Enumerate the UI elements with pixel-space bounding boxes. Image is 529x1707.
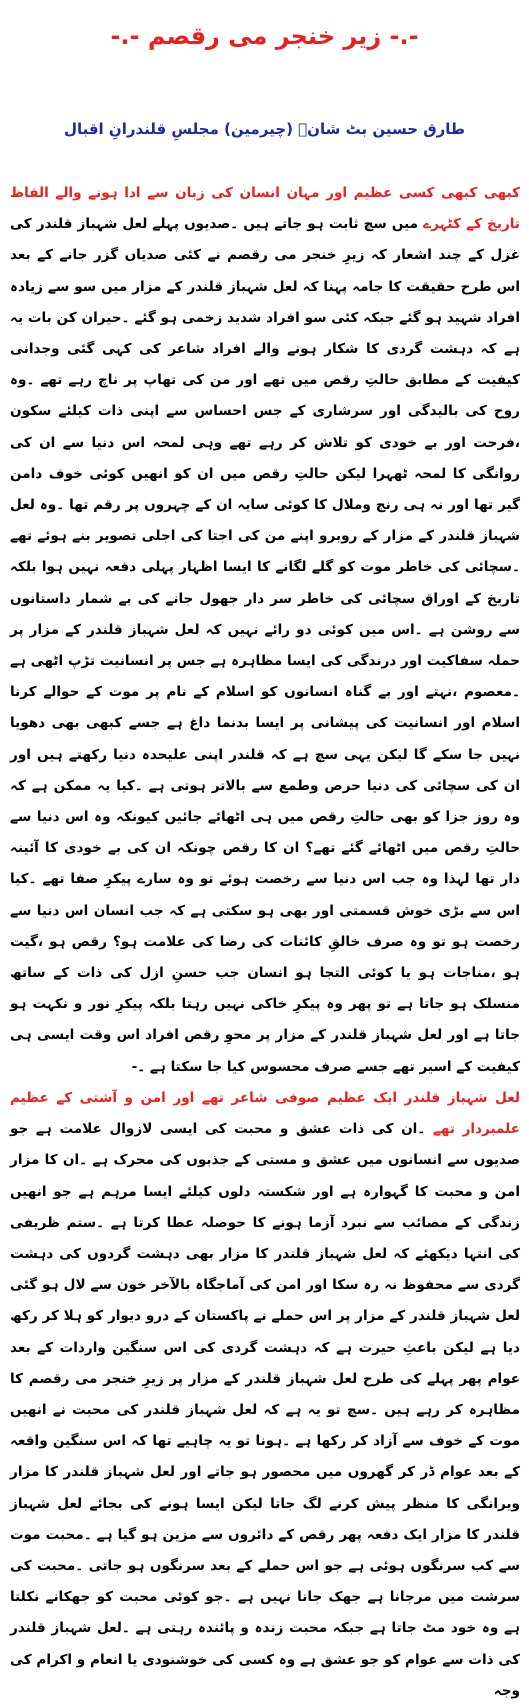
paragraph-2-lead: لعل شہباز قلندر ایک عظیم صوفی شاعر تھے اور امن و آشتی کے عظیم علمبردار تھے [10, 1089, 520, 1138]
article-title: -.- زیر خنجر می رقصم -.- [110, 22, 419, 50]
paragraph-2-text: ۔ان کی ذات عشق و محبت کی ایسی لازوال علامت ہے جو صدیوں سے انسانوں میں عشق و مستی کے جذبوں کی محرک ہے ۔ان کا مزار امن و محبت کا گہوارہ ہے اور شکستہ دلوں کیلئے ایسا مرہم ہے جو انھیں زندگی کے مصائب سے نبرد آزما ہونے کا حوصلہ عطا کرتا ہے ۔ستم ظریفی کی انتہا دیکھئے کہ لعل شہباز قلندر کا مزار بھی دہشت گردوں کی دہشت گردی سے محفوظ نہ رہ سکا اور امن کی آماجگاہ بالآخر خون سے لال ہو گئی لعل شہباز قلندر کے مزار پر اس حملے نے پاکستان کے درو دیوار کو ہلا کر رکھ دیا ہے لیکن باعثِ حیرت ہے کہ دہشت گردی کی اس سنگین واردات کے بعد عوام پھر پہلے کی طرح لعل شہباز قلندر کے مزار پر زیرِ خنجر می رقصم کا مظاہرہ کر رہے ہیں ۔سچ تو یہ ہے کہ لعل شہباز قلندر کی محبت نے انھیں موت کے خوف سے آزاد کر رکھا ہے ۔ہونا تو یہ چاہیے تھا کہ اس سنگین واقعہ کے بعد عوام ڈر کر گھروں میں محصور ہو جاتے اور لعل شہباز قلندر کا مزار ویرانگی کا منظر پیش کرنے لگ جاتا لیکن ایسا ہونے کی بجائے لعل شہباز قلندر کا مزار ایک دفعہ پھر رقص کے دائروں سے مزین ہو گیا ہے ۔محبت موت سے کب سرنگوں ہوئی ہے جو اس حملے کے بعد سرنگوں ہو جاتی ۔محبت کی سرشت میں مرجانا ہے جھک جانا نہیں ہے ۔جو کوئی محبت کو جھکانے نکلتا ہے وہ خود مٹ جاتا ہے جبکہ محبت زندہ و پائندہ رہتی ہے ۔لعل شہباز قلندر کی ذات سے عوام کو جو عشق ہے وہ کسی کی خوشنودی یا انعام و اکرام کی وجہ [10, 1121, 520, 1699]
author-byline: طارق حسین بٹ شانؔ (چیرمین) مجلسِ قلندرانِ اقبال [63, 120, 466, 138]
paragraph-1-text: میں سچ ثابت ہو جاتے ہیں ۔صدیوں پہلے لعل شہباز قلندر کی غزل کے چند اشعار کہ زیرِ خنجر می رقصم نے کئی صدیاں گزر جانے کے بعد اس طرح حقیقت کا جامہ پہنا کہ لعل شہباز قلندر کے مزار میں سو سے زیادہ افراد شہید ہو گئے جبکہ کئی سو افراد شدید زخمی ہو گئے ۔حیران کن بات یہ ہے کہ دہشت گردی کا شکار ہونے والے افراد شاعر کی کہی گئی وجدانی کیفیت کے مطابق حالتِ رقص میں تھے اور من کی تھاپ پر ناچ رہے تھے ۔وہ روح کی بالیدگی اور سرشاری کے جس احساس سے اپنی ذات کیلئے سکون ،فرحت اور بے خودی کو تلاش کر رہے تھے وہی لمحہ اس دنیا سے ان کی روانگی کا لمحہ ٹھہرا لیکن حالتِ رقص میں ان کو انھیں کوئی خوف دامن گیر تھا اور نہ ہی رنج وملال کا کوئی سایہ ان کے چہروں پر رقم تھا ۔وہ لعل شہباز قلندر کے مزار کے روبرو اپنے من کی اجتا کی اجلی تصویر بنے ہوئے تھے ۔سچائی کی خاطر موت کو گلے لگانے کا ایسا اظہار پہلی دفعہ نہیں ہوا بلکہ تاریخ کے اوراق سچائی کی خاطر سر دار جھول جانے کی بے شمار داستانوں سے روشن ہے ۔اس میں کوئی دو رائے نہیں کہ لعل شہباز قلندر کے مزار پر حملہ سفاکیت اور درندگی کی ایسا مظاہرہ ہے جس پر انسانیت تڑپ اٹھی ہے ۔معصوم ،نہتے اور بے گناہ انسانوں کو اسلام کے نام پر موت کے حوالے کرنا اسلام اور انسانیت کی پیشانی پر ایسا بدنما داغ ہے جسے کبھی بھی دھویا نہیں جا سکے گا لیکن یہی سچ ہے کہ قلندر اپنی علیحدہ دنیا رکھتے ہیں اور ان کی سچائی کی دنیا حرص وطمع سے بالاتر ہوتی ہے ۔کیا یہ ممکن ہے کہ وہ روز جزا کو بھی حالتِ رقص میں ہی اٹھائے جائیں کیونکہ وہ اس دنیا سے حالتِ رقص میں اٹھائے گئے تھے؟ ان کا رقص چونکہ ان کی بے خودی کا آئینہ دار تھا لہذا وہ جب اس دنیا سے رخصت ہوئے تو وہ سارے پیکرِ صفا تھے ۔کیا اس سے بڑی خوش قسمتی اور بھی ہو سکتی ہے کہ جب انسان اس دنیا سے رخصت ہو تو وہ صرف خالقِ کائنات کی رضا کی علامت ہو؟ رقص ہو ،گیت ہو ،مناجات ہو یا کوئی التجا ہو انسان جب حسنِ ازل کی ذات کے ساتھ منسلک ہو جاتا ہے تو پھر وہ پیکرِ خاکی نہیں رہتا بلکہ پیکرِ نور و نکہت ہو جاتا ہے اور لعل شہباز قلندر کے مزار پر محوِ رقص افراد اس وقت ایسی ہی کیفیت کے اسیر تھے جسے صرف محسوس کیا جا سکتا ہے ۔- [10, 216, 520, 1075]
article-body [10, 178, 520, 1707]
paragraph-1-lead: کبھی کبھی کسی عظیم اور مہان انسان کی زبان سے ادا ہونے والے الفاظ تاریخ کے کٹہرے [10, 185, 520, 233]
